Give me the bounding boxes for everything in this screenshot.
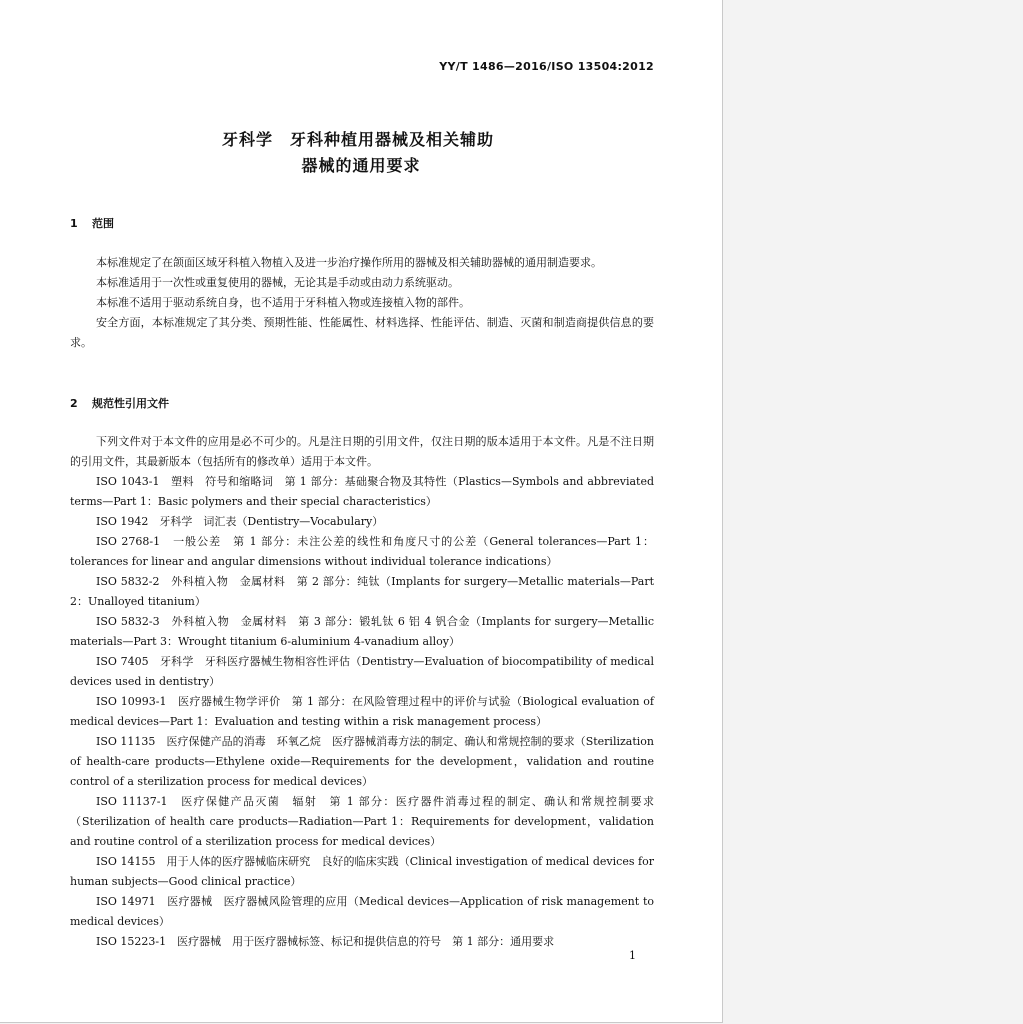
reference-item: ISO 1942 牙科学 词汇表（Dentistry—Vocabulary） <box>96 515 384 528</box>
section-title: 规范性引用文件 <box>92 397 169 410</box>
reference-item: ISO 1043-1 塑料 符号和缩略词 第 1 部分：基础聚合物及其特性（Plastics—Symbols and abbreviated terms—Part 1：Basic polymers and their special characteristics） <box>70 475 654 508</box>
document-title-line-1: 牙科学 牙科种植用器械及相关辅助 <box>221 130 494 149</box>
standard-number-header: YY/T 1486—2016/ISO 13504:2012 <box>439 60 654 73</box>
section-1-heading <box>70 215 114 231</box>
section-2-heading <box>70 395 169 411</box>
paragraph: 本标准规定了在颌面区域牙科植入物植入及进一步治疗操作所用的器械及相关辅助器械的通用制造要求。 <box>96 256 602 269</box>
paragraph: 本标准适用于一次性或重复使用的器械，无论其是手动或由动力系统驱动。 <box>96 276 459 289</box>
reference-item: ISO 14155 用于人体的医疗器械临床研究 良好的临床实践（Clinical investigation of medical devices for human subjects—Good clinical practice） <box>70 855 654 888</box>
reference-item: ISO 10993-1 医疗器械生物学评价 第 1 部分：在风险管理过程中的评价与试验（Biological evaluation of medical devices—Part 1：Evaluation and testing within a risk management process） <box>70 695 654 728</box>
paragraph: 下列文件对于本文件的应用是必不可少的。凡是注日期的引用文件，仅注日期的版本适用于本文件。凡是不注日期的引用文件，其最新版本（包括所有的修改单）适用于本文件。 <box>70 435 654 468</box>
reference-item: ISO 7405 牙科学 牙科医疗器械生物相容性评估（Dentistry—Evaluation of biocompatibility of medical devices used in dentistry） <box>70 655 654 688</box>
paragraph: 本标准不适用于驱动系统自身，也不适用于牙科植入物或连接植入物的部件。 <box>96 296 470 309</box>
section-1-body <box>70 253 654 353</box>
page-number: 1 <box>629 949 636 962</box>
reference-item: ISO 15223-1 医疗器械 用于医疗器械标签、标记和提供信息的符号 第 1 部分：通用要求 <box>96 935 555 948</box>
reference-item: ISO 11137-1 医疗保健产品灭菌 辐射 第 1 部分：医疗器件消毒过程的制定、确认和常规控制要求（Sterilization of health care products—Radiation—Part 1：Requirements for development，validation and routine control of a sterilization process for medical devices） <box>70 795 654 848</box>
reference-item: ISO 2768-1 一般公差 第 1 部分：未注公差的线性和角度尺寸的公差（General tolerances—Part 1：tolerances for linear and angular dimensions without individual tolerance indications） <box>70 535 654 568</box>
section-number: 1 <box>70 217 78 230</box>
reference-item: ISO 5832-2 外科植入物 金属材料 第 2 部分：纯钛（Implants for surgery—Metallic materials—Part 2：Unalloyed titanium） <box>70 575 654 608</box>
reference-item: ISO 5832-3 外科植入物 金属材料 第 3 部分：锻轧钛 6 铝 4 钒合金（Implants for surgery—Metallic materials—Part 3：Wrought titanium 6-aluminium 4-vanadium alloy） <box>70 615 654 648</box>
reference-item: ISO 11135 医疗保健产品的消毒 环氧乙烷 医疗器械消毒方法的制定、确认和常规控制的要求（Sterilization of health-care products—Ethylene oxide—Requirements for the development，validation and routine control of a sterilization process for medical devices） <box>70 735 654 788</box>
section-title: 范围 <box>92 217 114 230</box>
paragraph: 安全方面，本标准规定了其分类、预期性能、性能属性、材料选择、性能评估、制造、灭菌和制造商提供信息的要求。 <box>70 316 654 349</box>
document-title-line-2: 器械的通用要求 <box>301 156 421 175</box>
section-2-body <box>70 432 654 952</box>
reference-item: ISO 14971 医疗器械 医疗器械风险管理的应用（Medical devices—Application of risk management to medical devices） <box>70 895 654 928</box>
section-number: 2 <box>70 397 78 410</box>
